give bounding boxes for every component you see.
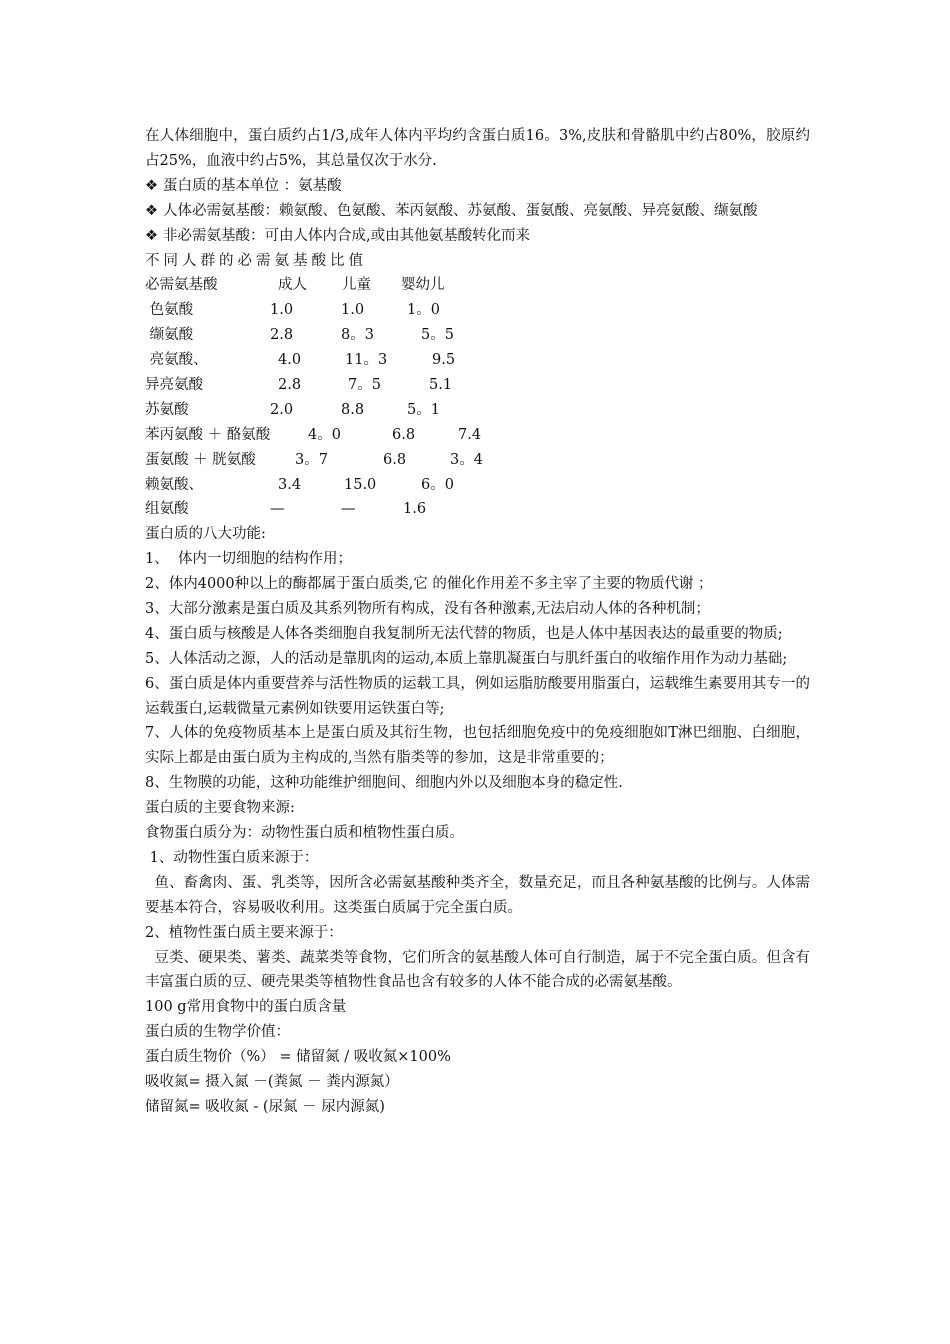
table-title: 不同人群的必需氨基酸比值 [145,252,367,269]
functions-heading: 蛋白质的八大功能: [145,526,266,543]
sources-heading: 蛋白质的主要食物来源: [145,800,295,817]
bullet-icon: ❖ [145,177,158,194]
function-item: 6、蛋白质是体内重要营养与活性物质的运载工具，例如运脂肪酸要用脂蛋白，运载维生素要用其专一的运载蛋白,运载微量元素例如铁要用运铁蛋白等; [145,675,810,717]
table-row: 赖氨酸、 3.4 15.0 6。0 [145,476,454,493]
bullet-nonessential-amino-acids: ❖ 非必需氨基酸：可由人体内合成,或由其他氨基酸转化而来 [145,224,810,249]
table-row: 苯丙氨酸 ＋ 酪氨酸 4。0 6.8 7.4 [145,426,482,443]
bullet-basic-unit: ❖ 蛋白质的基本单位 ：氨基酸 [145,174,810,199]
function-item: 2、体内4000种以上的酶都属于蛋白质类,它 的催化作用差不多主宰了主要的物质代谢 ； [145,576,713,593]
table-row: 蛋氨酸 ＋ 胱氨酸 3。7 6.8 3。4 [145,451,483,468]
plant-protein-text: 豆类、硬果类、薯类、蔬菜类等食物，它们所含的氨基酸人体可自行制造，属于不完全蛋白质。但含有丰富蛋白质的豆、硬壳果类等植物性食品也含有较多的人体不能合成的必需氨基酸。 [145,949,811,991]
table-row: 亮氨酸、 4.0 11。3 9.5 [145,352,456,369]
header-child: 儿童 [342,277,371,294]
table-row: 异亮氨酸 2.8 7。5 5.1 [145,376,453,393]
function-item: 8、生物膜的功能，这种功能维护细胞间、细胞内外以及细胞本身的稳定性. [145,775,623,792]
table-row: 苏氨酸 2.0 8.8 5。1 [145,401,440,418]
animal-protein-heading: 1、动物性蛋白质来源于： [145,849,319,866]
plant-protein-heading: 2、植物性蛋白质主要来源于： [145,924,343,941]
protein-content-line: 100 g常用食物中的蛋白质含量 [145,999,347,1016]
table-row: 色氨酸 1.0 1.0 1。0 [145,302,440,319]
document-page [145,124,810,1120]
intro-paragraph: 在人体细胞中，蛋白质约占1/3,成年人体内平均约含蛋白质16。3%,皮肤和骨骼肌中约占80%，胶原约占25%，血液中约占5%，其总量仅次于水分. [145,128,810,169]
header-infant: 婴幼儿 [401,277,445,294]
table-row: 缬氨酸 2.8 8。3 5。5 [145,327,454,344]
function-item: 4、蛋白质与核酸是人体各类细胞自我复制所无法代替的物质，也是人体中基因表达的最重要的物质; [145,625,783,642]
function-item: 5、人体活动之源，人的活动是靠肌肉的运动,本质上靠肌凝蛋白与肌纤蛋白的收缩作用作为动力基础; [145,650,788,667]
bullet-essential-amino-acids: ❖ 人体必需氨基酸：赖氨酸、色氨酸、苯丙氨酸、苏氨酸、蛋氨酸、亮氨酸、异亮氨酸、缬氨酸 [145,199,810,224]
table-row: 组氨酸 — — 1.6 [145,501,427,518]
animal-protein-text: 鱼、畜禽肉、蛋、乳类等，因所含必需氨基酸种类齐全，数量充足，而且各种氨基酸的比例与。人体需要基本符合，容易吸收利用。这类蛋白质属于完全蛋白质。 [145,874,811,916]
bullet-icon: ❖ [145,227,158,244]
function-item: 3、大部分激素是蛋白质及其系列物所有构成，没有各种激素,无法启动人体的各种机制； [145,600,710,617]
formula-biological-value: 蛋白质生物价（%） = 储留氮 / 吸收氮×100% [145,1049,451,1066]
header-amino-acid: 必需氨基酸 [145,277,218,294]
table-header-row [145,273,810,298]
sources-classification: 食物蛋白质分为：动物性蛋白质和植物性蛋白质。 [145,825,464,842]
header-adult: 成人 [278,277,307,294]
formula-retained-nitrogen: 储留氮= 吸收氮 - (尿氮 － 尿内源氮) [145,1098,385,1115]
bio-value-heading: 蛋白质的生物学价值： [145,1024,290,1041]
function-item: 1、 体内一切细胞的结构作用； [145,551,352,568]
bullet-icon: ❖ [145,202,158,219]
function-item: 7、人体的免疫物质基本上是蛋白质及其衍生物，也包括细胞免疫中的免疫细胞如T淋巴细胞、白细胞，实际上都是由蛋白质为主构成的,当然有脂类等的参加，这是非常重要的； [145,725,810,767]
formula-absorbed-nitrogen: 吸收氮= 摄入氮 －(粪氮 － 粪内源氮） [145,1074,399,1091]
